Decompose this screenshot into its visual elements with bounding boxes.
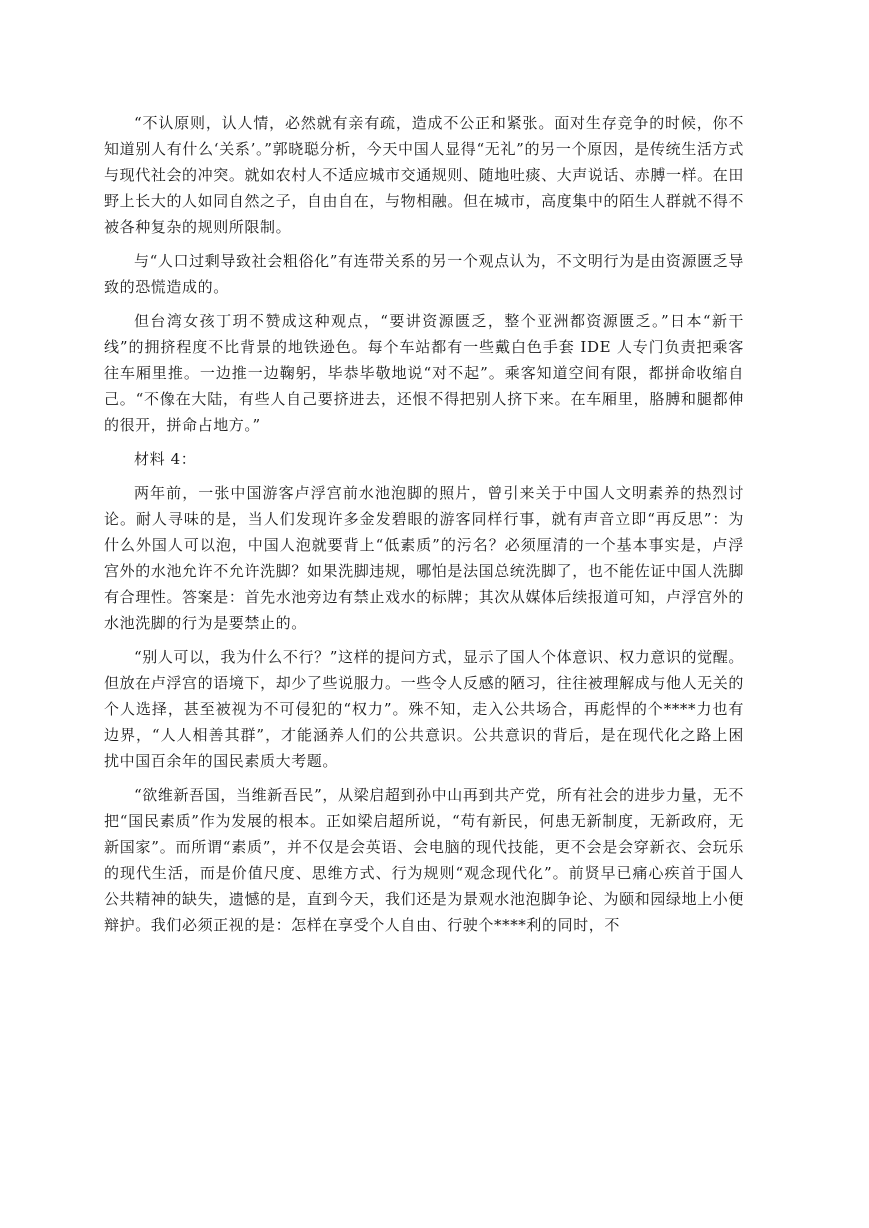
paragraph-2: 与“人口过剩导致社会粗俗化”有连带关系的另一个观点认为，不文明行为是由资源匮乏导致的恐慌造成的。 (104, 252, 744, 296)
paragraph-5: “别人可以，我为什么不行？”这样的提问方式，显示了国人个体意识、权力意识的觉醒。但放在卢浮宫的语境下，却少了些说服力。一些令人反感的陋习，往往被理解成与他人无关的个人选择，甚至被视为不可侵犯的“权力”。殊不知，走入公共场合，再彪悍的个****力也有边界，“人人相善其群”，才能涵养人们的公共意识。公共意识的背后，是在现代化之路上困扰中国百余年的国民素质大考题。 (104, 648, 744, 770)
paragraph-6: “欲维新吾国，当维新吾民”，从梁启超到孙中山再到共产党，所有社会的进步力量，无不把“国民素质”作为发展的根本。正如梁启超所说，“苟有新民，何患无新制度，无新政府，无新国家”。而所谓“素质”，并不仅是会英语、会电脑的现代技能，更不会是会穿新衣、会玩乐的现代生活，而是价值尺度、思维方式、行为规则“观念现代化”。前贤早已痛心疾首于国人公共精神的缺失，遗憾的是，直到今天，我们还是为景观水池泡脚争论、为颐和园绿地上小便辩护。我们必须正视的是：怎样在享受个人自由、行驶个****利的同时，不 (104, 786, 744, 934)
document-body (104, 110, 744, 946)
paragraph-1: “不认原则，认人情，必然就有亲有疏，造成不公正和紧张。面对生存竞争的时候，你不知道别人有什么‘关系’。”郭晓聪分析，今天中国人显得“无礼”的另一个原因，是传统生活方式与现代社会的冲突。就如农村人不适应城市交通规则、随地吐痰、大声说话、赤膊一样。在田野上长大的人如同自然之子，自由自在，与物相融。但在城市，高度集中的陌生人群就不得不被各种复杂的规则所限制。 (104, 114, 744, 236)
paragraph-4: 两年前，一张中国游客卢浮宫前水池泡脚的照片，曾引来关于中国人文明素养的热烈讨论。耐人寻味的是，当人们发现许多金发碧眼的游客同样行事，就有声音立即“再反思”：为什么外国人可以泡，中国人泡就要背上“低素质”的污名？必须厘清的一个基本事实是，卢浮宫外的水池允许不允许洗脚？如果洗脚违规，哪怕是法国总统洗脚了，也不能佐证中国人洗脚有合理性。答案是：首先水池旁边有禁止戏水的标牌；其次从媒体后续报道可知，卢浮宫外的水池洗脚的行为是要禁止的。 (104, 484, 744, 632)
material-heading: 材料 4： (134, 450, 197, 468)
paragraph-3: 但台湾女孩丁玥不赞成这种观点，“要讲资源匮乏，整个亚洲都资源匮乏。”日本“新干线”的拥挤程度不比背景的地铁逊色。每个车站都有一些戴白色手套 IDE 人专门负责把乘客往车厢里推。一边推一边鞠躬，毕恭毕敬地说“对不起”。乘客知道空间有限，都拼命收缩自己。“不像在大陆，有些人自己要挤进去，还恨不得把别人挤下来。在车厢里，胳膊和腿都伸的很开，拼命占地方。” (104, 312, 744, 434)
